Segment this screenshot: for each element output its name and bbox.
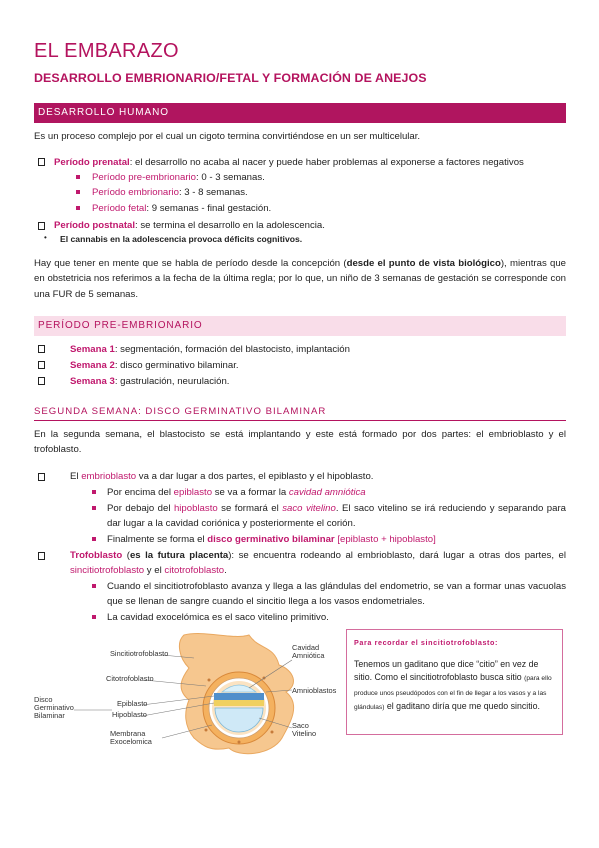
list-item-epiblasto: Por encima del epiblasto se va a formar la cavidad amniótica — [107, 487, 366, 498]
list-item-pre-embrionario: Período pre-embrionario: 0 - 3 semanas. — [92, 172, 265, 183]
list-item-semana-3: Semana 3: gastrulación, neurulación. — [70, 376, 230, 387]
label-cavidad-amniotica: Cavidad Amniótica — [292, 643, 325, 660]
label-amnioblastos: Amnioblastos — [292, 686, 337, 695]
list-item-disco-final: Finalmente se forma el disco germinativo bilaminar [epiblasto + hipoblasto] — [107, 534, 436, 545]
label-sincitiotrofoblasto: Sincitiotrofoblasto — [110, 649, 169, 658]
list-item-embrioblasto: El embrioblasto va a dar lugar a dos partes, el epiblasto y el hipoblasto. — [70, 471, 374, 482]
concepcion-paragraph: Hay que tener en mente que se habla de período desde la concepción (desde el punto de vista biológico), mientras que en obstetricia nos referimos a la fecha de la última regla; por lo que, un niño de 3 semanas de gestación se corresponde con una FUR de 5 semanas. — [34, 258, 566, 300]
section-bar-pre-embrionario: PERÍODO PRE-EMBRIONARIO — [34, 316, 566, 336]
bullet-square-icon — [92, 615, 96, 619]
list-item-fetal: Período fetal: 9 semanas - final gestación. — [92, 203, 272, 214]
segunda-semana-intro: En la segunda semana, el blastocisto se está implantando y este está formado por dos partes: el embrioblasto y el trofoblasto. — [34, 429, 566, 456]
checkbox-icon — [38, 222, 45, 230]
bullet-square-icon — [76, 206, 80, 210]
list-item-trofoblasto: Trofoblasto (es la futura placenta): se encuentra rodeando al embrioblasto, dará lugar a otras dos partes, el sincitiotrofoblasto y el citotrofoblasto. — [70, 550, 566, 577]
bullet-square-icon — [92, 537, 96, 541]
checkbox-icon — [38, 552, 45, 560]
label-saco-vitelino: Saco Vitelino — [292, 721, 317, 738]
label-epiblasto: Epiblasto — [117, 699, 148, 708]
list-item-postnatal: Período postnatal: se termina el desarrollo en la adolescencia. — [54, 220, 325, 231]
bullet-square-icon — [76, 190, 80, 194]
list-item-semana-2: Semana 2: disco germinativo bilaminar. — [70, 360, 239, 371]
reminder-text: Tenemos un gaditano que dice “citio” en vez de sitio. Como el sincitiotrofoblasto busca sitio (para ello produce unos pseudópodos con el fin de llegar a los vasos y a las glándulas) el gaditano diría que me quedo sincitio. — [354, 658, 552, 711]
bullet-square-icon — [92, 490, 96, 494]
label-hipoblasto: Hipoblasto — [112, 710, 147, 719]
intro-paragraph: Es un proceso complejo por el cual un cigoto termina convirtiéndose en un ser multicelular. — [34, 131, 421, 142]
checkbox-icon — [38, 473, 45, 481]
bullet-square-icon — [76, 175, 80, 179]
checkbox-icon — [38, 361, 45, 369]
section-bar-desarrollo-humano: DESARROLLO HUMANO — [34, 103, 566, 123]
page-subtitle: DESARROLLO EMBRIONARIO/FETAL Y FORMACIÓN DE ANEJOS — [34, 71, 427, 85]
bullet-square-icon — [92, 506, 96, 510]
page-title: EL EMBARAZO — [34, 40, 179, 62]
blastocyst-figure — [34, 630, 339, 760]
list-item-prenatal: Período prenatal: el desarrollo no acaba al nacer y puede haber problemas al exponerse a factores negativos — [54, 157, 524, 168]
list-item-embrionario: Período embrionario: 3 - 8 semanas. — [92, 187, 248, 198]
checkbox-icon — [38, 377, 45, 385]
bullet-square-icon — [92, 584, 96, 588]
list-item-hipoblasto: Por debajo del hipoblasto se formará el saco vitelino. El saco vitelino se irá reduciendo y separando para dar lugar a la cavidad coriónica y posteriormente el corión. — [107, 503, 566, 530]
list-item-sincitio: Cuando el sincitiotrofoblasto avanza y llega a las glándulas del endometrio, se van a formar unas vacuolas que se llenan de sangre cuando el sincitio llega a los vasos endometriales. — [107, 581, 566, 608]
cannabis-note: El cannabis en la adolescencia provoca déficits cognitivos. — [60, 234, 303, 244]
list-item-exocelomica: La cavidad exocelómica es el saco vitelino primitivo. — [107, 612, 329, 623]
label-disco-germinativo: Disco Germinativo Bilaminar — [34, 695, 74, 720]
checkbox-icon — [38, 158, 45, 166]
label-citotrofoblasto: Citotrofoblasto — [106, 674, 154, 683]
reminder-title: Para recordar el sincitiotrofoblasto: — [354, 638, 499, 647]
bullet-dot-icon: • — [44, 233, 47, 242]
list-item-semana-1: Semana 1: segmentación, formación del blastocisto, implantación — [70, 344, 350, 355]
section-heading-segunda-semana: SEGUNDA SEMANA: DISCO GERMINATIVO BILAMINAR — [34, 406, 566, 421]
label-membrana-exocelomica: Membrana Exocelomica — [110, 729, 152, 746]
reminder-box — [346, 629, 563, 735]
checkbox-icon — [38, 345, 45, 353]
